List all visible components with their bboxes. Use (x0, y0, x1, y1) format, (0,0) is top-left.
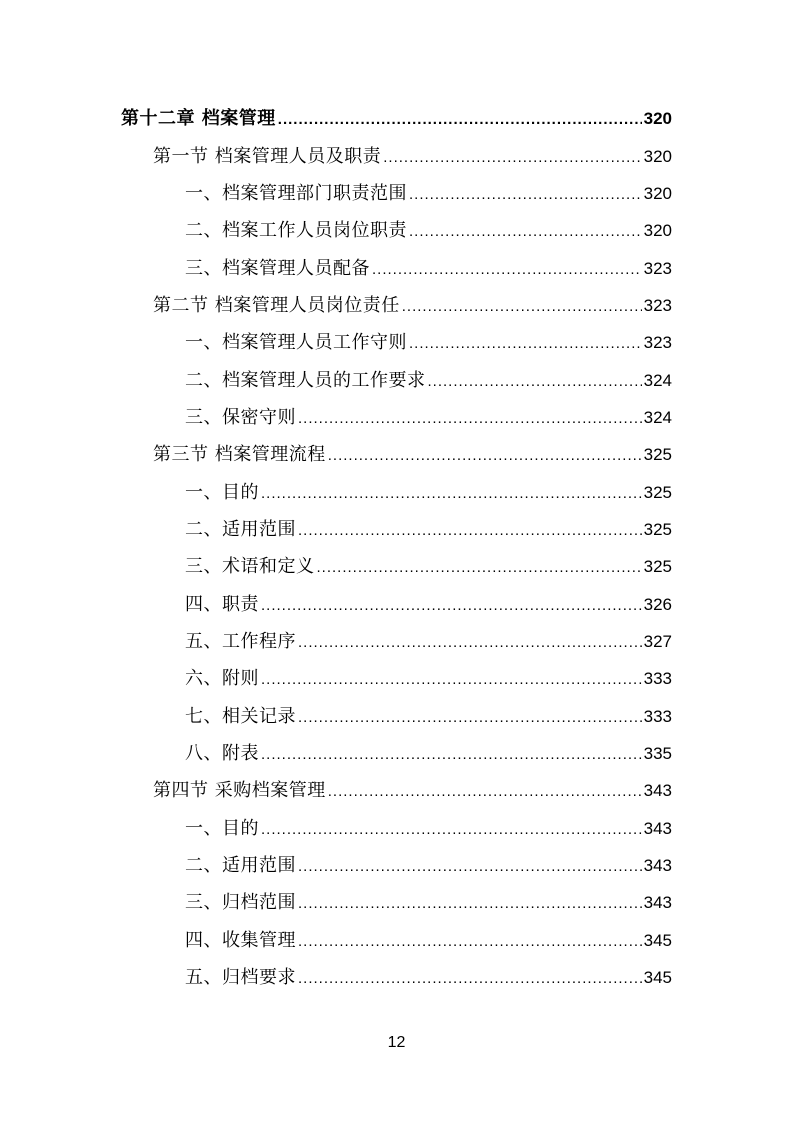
toc-leader-dots (409, 220, 642, 244)
toc-entry-page: 327 (643, 631, 672, 651)
toc-entry-page: 320 (643, 146, 672, 166)
toc-entry[interactable] (0, 811, 793, 848)
toc-entry-page: 323 (643, 295, 672, 315)
toc-entry-page: 323 (643, 258, 672, 278)
toc-entry-title: 七、相关记录 (185, 705, 296, 727)
toc-leader-dots (298, 967, 642, 991)
toc-entry-page: 320 (643, 183, 672, 203)
toc-entry-title: 第二节 档案管理人员岗位责任 (153, 294, 400, 316)
toc-entry-page: 320 (643, 221, 672, 241)
toc-entry[interactable] (0, 848, 793, 885)
toc-entry[interactable] (0, 624, 793, 661)
toc-entry-title: 第十二章 档案管理 (121, 108, 276, 130)
toc-leader-dots (298, 930, 642, 954)
toc-entry-title: 第四节 采购档案管理 (153, 780, 326, 802)
toc-leader-dots (383, 146, 641, 170)
page-number: 12 (387, 1034, 406, 1051)
toc-entry-title: 四、职责 (185, 593, 259, 615)
toc-leader-dots (372, 258, 642, 282)
toc-entry-title: 三、保密守则 (185, 406, 296, 428)
toc-entry-page: 333 (643, 669, 672, 689)
toc-entry[interactable] (0, 362, 793, 399)
toc-entry[interactable] (0, 773, 793, 810)
toc-entry[interactable] (0, 586, 793, 623)
toc-leader-dots (428, 370, 642, 394)
toc-leader-dots (261, 482, 642, 506)
toc-entry-page: 320 (643, 109, 672, 129)
toc-leader-dots (261, 668, 642, 692)
toc-entry-page: 323 (643, 333, 672, 353)
table-of-contents (0, 101, 793, 997)
toc-entry-page: 325 (643, 445, 672, 465)
toc-entry-title: 三、术语和定义 (185, 556, 315, 578)
toc-entry[interactable] (0, 549, 793, 586)
toc-entry-page: 343 (643, 818, 672, 838)
toc-entry-title: 一、档案管理部门职责范围 (185, 182, 407, 204)
toc-entry[interactable] (0, 474, 793, 511)
toc-entry-title: 第三节 档案管理流程 (153, 444, 326, 466)
toc-entry[interactable] (0, 885, 793, 922)
toc-entry-title: 八、附表 (185, 743, 259, 765)
toc-entry-title: 五、归档要求 (185, 967, 296, 989)
toc-entry-title: 二、适用范围 (185, 855, 296, 877)
toc-entry-page: 325 (643, 519, 672, 539)
toc-entry-title: 二、适用范围 (185, 518, 296, 540)
toc-leader-dots (298, 892, 642, 916)
toc-entry[interactable] (0, 923, 793, 960)
toc-entry-page: 345 (643, 930, 672, 950)
toc-entry-title: 四、收集管理 (185, 929, 296, 951)
toc-entry[interactable] (0, 101, 793, 138)
toc-leader-dots (328, 780, 642, 804)
toc-entry[interactable] (0, 400, 793, 437)
toc-entry-title: 第一节 档案管理人员及职责 (153, 145, 382, 167)
toc-leader-dots (278, 108, 642, 132)
toc-leader-dots (298, 519, 642, 543)
toc-leader-dots (402, 295, 642, 319)
toc-leader-dots (298, 407, 642, 431)
toc-entry-title: 二、档案工作人员岗位职责 (185, 220, 407, 242)
toc-entry-page: 343 (643, 856, 672, 876)
toc-entry-page: 333 (643, 706, 672, 726)
toc-leader-dots (409, 332, 642, 356)
toc-entry-page: 326 (643, 594, 672, 614)
toc-entry-page: 325 (643, 557, 672, 577)
toc-entry-page: 343 (643, 893, 672, 913)
toc-entry[interactable] (0, 512, 793, 549)
toc-entry-page: 345 (643, 968, 672, 988)
toc-entry[interactable] (0, 138, 793, 175)
toc-leader-dots (261, 743, 642, 767)
toc-entry-title: 五、工作程序 (185, 630, 296, 652)
toc-entry-title: 三、档案管理人员配备 (185, 257, 370, 279)
toc-entry-page: 335 (643, 744, 672, 764)
toc-leader-dots (409, 183, 642, 207)
toc-leader-dots (298, 855, 642, 879)
toc-leader-dots (298, 631, 642, 655)
toc-entry-title: 一、目的 (185, 817, 259, 839)
toc-leader-dots (298, 706, 642, 730)
toc-entry[interactable] (0, 176, 793, 213)
toc-entry[interactable] (0, 960, 793, 997)
toc-entry-title: 二、档案管理人员的工作要求 (185, 369, 426, 391)
toc-entry-page: 343 (643, 781, 672, 801)
toc-entry-page: 324 (643, 407, 672, 427)
toc-entry[interactable] (0, 325, 793, 362)
toc-entry[interactable] (0, 250, 793, 287)
toc-entry-title: 三、归档范围 (185, 892, 296, 914)
toc-entry-title: 一、目的 (185, 481, 259, 503)
toc-entry[interactable] (0, 699, 793, 736)
toc-leader-dots (328, 444, 642, 468)
toc-entry-title: 六、附则 (185, 668, 259, 690)
toc-leader-dots (261, 818, 642, 842)
toc-entry-title: 一、档案管理人员工作守则 (185, 332, 407, 354)
toc-entry[interactable] (0, 437, 793, 474)
toc-entry[interactable] (0, 288, 793, 325)
toc-entry[interactable] (0, 661, 793, 698)
toc-entry[interactable] (0, 736, 793, 773)
toc-entry-page: 325 (643, 482, 672, 502)
toc-leader-dots (317, 556, 642, 580)
toc-entry[interactable] (0, 213, 793, 250)
toc-leader-dots (261, 594, 642, 618)
toc-entry-page: 324 (643, 370, 672, 390)
